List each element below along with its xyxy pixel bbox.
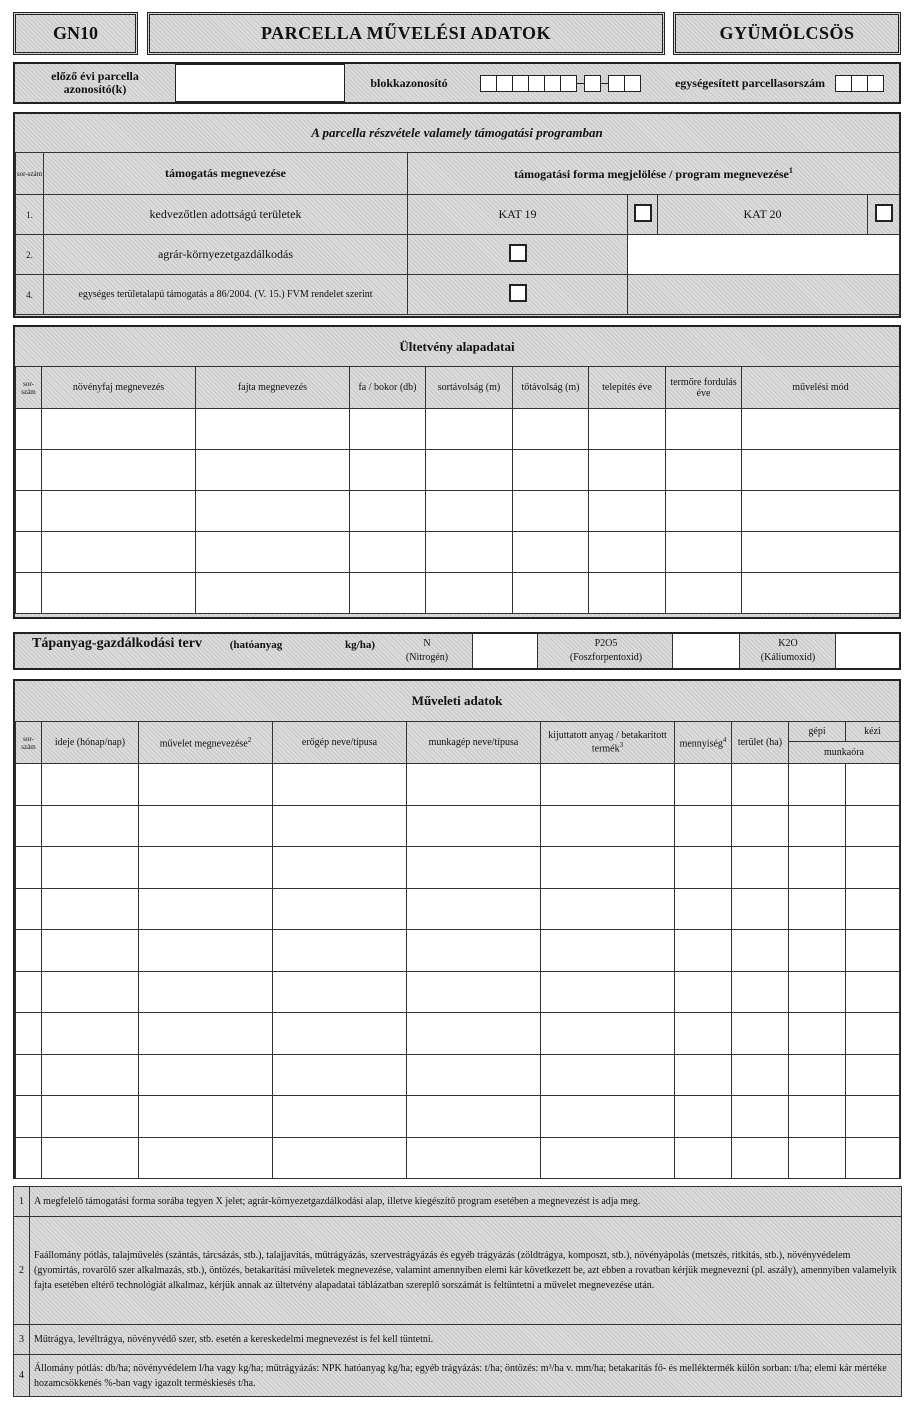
agri-env-program-input[interactable]	[628, 235, 900, 275]
option-kat19-label: KAT 19	[408, 195, 628, 235]
ops-cell[interactable]	[846, 1096, 900, 1138]
ops-row	[16, 1013, 900, 1055]
ops-cell[interactable]	[273, 764, 407, 806]
planting-cell[interactable]	[589, 491, 666, 532]
support-row-no: 2.	[16, 235, 44, 275]
ops-cell[interactable]	[139, 764, 273, 806]
footnote-number: 4	[14, 1355, 30, 1397]
ops-col-no: sor-szám	[16, 722, 42, 764]
nutrient-n-label: N (Nitrogén)	[405, 638, 449, 663]
support-row-no: 4.	[16, 275, 44, 315]
ops-cell[interactable]	[407, 847, 541, 889]
planting-row	[16, 532, 900, 573]
planting-row	[16, 491, 900, 532]
planting-cell[interactable]	[666, 450, 742, 491]
prev-parcel-label: előző évi parcella azonosító(k)	[51, 69, 139, 96]
ops-cell[interactable]	[42, 764, 139, 806]
ops-cell[interactable]	[675, 805, 732, 847]
block-id-label: blokkazonosító	[370, 75, 448, 90]
ops-col-quantity: mennyiség$^4$	[675, 722, 732, 764]
planting-cell[interactable]	[42, 491, 196, 532]
ops-cell[interactable]	[139, 1013, 273, 1055]
ops-cell[interactable]	[407, 971, 541, 1013]
ops-table	[15, 721, 900, 1179]
ops-row	[16, 888, 900, 930]
ops-row	[16, 764, 900, 806]
footnotes	[13, 1186, 902, 1397]
footnote-text: A megfelelő támogatási forma sorába tegyen X jelet; agrár-környezetgazdálkodási alap, illetve kiegészítő program esetében a megnevezést is adja meg.	[30, 1187, 902, 1217]
ops-cell[interactable]	[789, 1013, 846, 1055]
nutrient-title: Tápanyag-gazdálkodási terv	[32, 636, 202, 651]
ops-cell[interactable]	[42, 1013, 139, 1055]
kat19-checkbox[interactable]	[634, 204, 652, 222]
ops-cell[interactable]	[675, 971, 732, 1013]
ops-cell[interactable]	[407, 1013, 541, 1055]
ops-cell[interactable]	[789, 930, 846, 972]
planting-cell[interactable]	[426, 573, 513, 614]
ops-cell[interactable]	[789, 888, 846, 930]
planting-col-method: művelési mód	[742, 367, 900, 409]
form-code: GN10	[13, 12, 138, 55]
ops-cell[interactable]	[846, 930, 900, 972]
ops-cell[interactable]	[273, 847, 407, 889]
ops-col-operation: művelet megnevezése$^2$	[139, 722, 273, 764]
ops-row	[16, 1137, 900, 1179]
planting-row	[16, 409, 900, 450]
ops-cell[interactable]	[541, 1096, 675, 1138]
planting-cell[interactable]	[42, 409, 196, 450]
planting-cell[interactable]	[426, 450, 513, 491]
planting-cell[interactable]	[666, 532, 742, 573]
ops-cell[interactable]	[541, 1054, 675, 1096]
footnote-number: 1	[14, 1187, 30, 1217]
planting-col-variety: fajta megnevezés	[196, 367, 350, 409]
ops-cell[interactable]	[846, 805, 900, 847]
ops-cell[interactable]	[407, 930, 541, 972]
ops-cell[interactable]	[42, 888, 139, 930]
ops-cell[interactable]	[139, 888, 273, 930]
ops-cell[interactable]	[732, 888, 789, 930]
planting-col-row-spacing: sortávolság (m)	[426, 367, 513, 409]
prev-parcel-input[interactable]	[175, 64, 345, 102]
page-title: PARCELLA MŰVELÉSI ADATOK	[147, 12, 665, 55]
ops-cell[interactable]	[846, 1137, 900, 1179]
ops-cell[interactable]	[541, 764, 675, 806]
support-row-no: 1.	[16, 195, 44, 235]
planting-row	[16, 450, 900, 491]
support-col-form: támogatási forma megjelölése / program megnevezése$^1$	[408, 153, 900, 195]
ops-cell[interactable]	[16, 971, 42, 1013]
ops-cell[interactable]	[139, 971, 273, 1013]
planting-cell[interactable]	[16, 491, 42, 532]
ops-cell[interactable]	[139, 805, 273, 847]
planting-cell[interactable]	[666, 409, 742, 450]
support-col-name: támogatás megnevezése	[44, 153, 408, 195]
ops-cell[interactable]	[42, 1137, 139, 1179]
nutrient-n-input[interactable]	[472, 634, 538, 668]
planting-cell[interactable]	[742, 409, 900, 450]
planting-cell[interactable]	[742, 532, 900, 573]
ops-row	[16, 1054, 900, 1096]
footnote-2	[14, 1217, 902, 1325]
planting-cell[interactable]	[513, 532, 589, 573]
support-row-name: agrár-környezetgazdálkodás	[44, 235, 408, 275]
planting-cell[interactable]	[350, 409, 426, 450]
planting-cell[interactable]	[350, 573, 426, 614]
planting-cell[interactable]	[42, 532, 196, 573]
footnote-text: Faállomány pótlás, talajművelés (szántás, tárcsázás, stb.), talajjavítás, műtrágyázás, szervestrágyázás és egyéb trágyázás (zöldtrágya, komposzt, stb.), növényápolás (metszés, ritkítás, stb.), növényvédelem (gyomirtás, rovarölő szer alkalmazás, stb.), öntözés, betakarítási műveletek megnevezése, valamint amennyiben elemi kár következett be, azt ebben a rovatban kérjük megnevezni (pl. aszály), amennyiben valamelyik fajta esetében eltérő technológiát alkalmaz, kérjük annak az ültetvény alapadatai táblázatban szereplő sorszámát is feltüntetni a művelet megnevezése után.	[30, 1217, 902, 1325]
ops-cell[interactable]	[789, 1054, 846, 1096]
planting-cell[interactable]	[196, 491, 350, 532]
ops-cell[interactable]	[732, 1096, 789, 1138]
footnote-text: Műtrágya, levéltrágya, növényvédő szer, stb. esetén a kereskedelmi megnevezést is fel kell tüntetni.	[30, 1325, 902, 1355]
ops-cell[interactable]	[846, 1054, 900, 1096]
ops-col-machine-hours: gépi	[789, 722, 846, 742]
planting-cell[interactable]	[513, 573, 589, 614]
planting-cell[interactable]	[589, 532, 666, 573]
support-row-name: kedvezőtlen adottságú területek	[44, 195, 408, 235]
planting-cell[interactable]	[196, 450, 350, 491]
agri-env-checkbox[interactable]	[509, 244, 527, 262]
ops-cell[interactable]	[789, 805, 846, 847]
block-id-boxes[interactable]	[480, 73, 640, 93]
ops-cell[interactable]	[273, 1054, 407, 1096]
ops-cell[interactable]	[732, 971, 789, 1013]
ops-cell[interactable]	[541, 805, 675, 847]
ops-cell[interactable]	[675, 1096, 732, 1138]
ops-cell[interactable]	[789, 1096, 846, 1138]
support-title: A parcella részvétele valamely támogatási programban	[311, 125, 603, 140]
ops-cell[interactable]	[139, 1096, 273, 1138]
planting-cell[interactable]	[666, 573, 742, 614]
ops-cell[interactable]	[675, 888, 732, 930]
ops-cell[interactable]	[42, 1054, 139, 1096]
ops-cell[interactable]	[407, 888, 541, 930]
unified-boxes[interactable]	[835, 73, 883, 93]
support-row-2	[16, 235, 900, 275]
footnote-number: 3	[14, 1325, 30, 1355]
ops-cell[interactable]	[541, 971, 675, 1013]
ops-col-machine: munkagép neve/típusa	[407, 722, 541, 764]
planting-cell[interactable]	[513, 491, 589, 532]
category-label: GYÜMÖLCSÖS	[673, 12, 901, 55]
nutrient-k-label: K2O (Káliumoxid)	[760, 638, 816, 663]
ops-cell[interactable]	[42, 1096, 139, 1138]
ops-cell[interactable]	[675, 764, 732, 806]
planting-cell[interactable]	[426, 532, 513, 573]
planting-col-plant-year: telepítés éve	[589, 367, 666, 409]
planting-cell[interactable]	[513, 409, 589, 450]
ops-cell[interactable]	[846, 971, 900, 1013]
ops-cell[interactable]	[732, 805, 789, 847]
ops-cell[interactable]	[16, 764, 42, 806]
ops-cell[interactable]	[789, 764, 846, 806]
footnote-1	[14, 1187, 902, 1217]
planting-cell[interactable]	[426, 409, 513, 450]
ops-cell[interactable]	[675, 930, 732, 972]
planting-cell[interactable]	[196, 573, 350, 614]
planting-cell[interactable]	[742, 450, 900, 491]
ops-col-material: kijuttatott anyag / betakarított termék$^3$	[541, 722, 675, 764]
ops-cell[interactable]	[139, 847, 273, 889]
planting-cell[interactable]	[426, 491, 513, 532]
footnote-4	[14, 1355, 902, 1397]
ops-cell[interactable]	[16, 888, 42, 930]
ops-cell[interactable]	[407, 1137, 541, 1179]
planting-table	[15, 366, 900, 614]
ops-cell[interactable]	[16, 1137, 42, 1179]
ops-cell[interactable]	[42, 930, 139, 972]
ops-cell[interactable]	[407, 1096, 541, 1138]
unified-label: egységesített parcellasorszám	[674, 75, 826, 90]
area-based-checkbox[interactable]	[509, 284, 527, 302]
ops-cell[interactable]	[846, 888, 900, 930]
planting-cell[interactable]	[42, 573, 196, 614]
ops-cell[interactable]	[541, 1013, 675, 1055]
planting-cell[interactable]	[350, 532, 426, 573]
planting-cell[interactable]	[742, 573, 900, 614]
ops-cell[interactable]	[732, 847, 789, 889]
planting-title: Ültetvény alapadatai	[399, 339, 515, 354]
nutrient-p-input[interactable]	[672, 634, 740, 668]
ops-cell[interactable]	[273, 1137, 407, 1179]
planting-cell[interactable]	[196, 532, 350, 573]
ops-header-row	[16, 722, 900, 742]
ops-cell[interactable]	[732, 1137, 789, 1179]
ops-col-tractor: erőgép neve/típusa	[273, 722, 407, 764]
planting-cell[interactable]	[589, 450, 666, 491]
ops-cell[interactable]	[675, 847, 732, 889]
ops-cell[interactable]	[16, 805, 42, 847]
ops-cell[interactable]	[139, 1137, 273, 1179]
ops-cell[interactable]	[732, 764, 789, 806]
ops-cell[interactable]	[789, 1137, 846, 1179]
ops-row	[16, 1096, 900, 1138]
ops-cell[interactable]	[675, 1137, 732, 1179]
ops-cell[interactable]	[273, 1013, 407, 1055]
ops-cell[interactable]	[675, 1013, 732, 1055]
footnote-text: Állomány pótlás: db/ha; növényvédelem l/ha vagy kg/ha; műtrágyázás: NPK hatóanyag kg/ha; egyéb trágyázás: t/ha; öntözés: m³/ha v. mm/ha; betakarítás fő- és melléktermék külön sorban: t/ha; elemi kár mértéke hozamcsökkenés %-ban vagy igazolt terméskiesés t/ha.	[30, 1355, 902, 1397]
ops-cell[interactable]	[541, 1137, 675, 1179]
planting-cell[interactable]	[16, 573, 42, 614]
ops-cell[interactable]	[139, 930, 273, 972]
ops-cell[interactable]	[139, 1054, 273, 1096]
planting-cell[interactable]	[16, 450, 42, 491]
support-row-4	[16, 275, 900, 315]
planting-cell[interactable]	[350, 450, 426, 491]
planting-col-trees: fa / bokor (db)	[350, 367, 426, 409]
planting-cell[interactable]	[666, 491, 742, 532]
ops-cell[interactable]	[407, 805, 541, 847]
ops-cell[interactable]	[16, 1054, 42, 1096]
ops-cell[interactable]	[541, 930, 675, 972]
ops-col-manual-hours: kézi	[846, 722, 900, 742]
planting-cell[interactable]	[16, 532, 42, 573]
support-col-no: sor-szám	[16, 153, 44, 195]
ops-cell[interactable]	[789, 847, 846, 889]
ops-col-date: ideje (hónap/nap)	[42, 722, 139, 764]
ops-cell[interactable]	[732, 1013, 789, 1055]
option-kat20-label: KAT 20	[658, 195, 868, 235]
planting-col-no: sor-szám	[16, 367, 42, 409]
ops-col-area: terület (ha)	[732, 722, 789, 764]
ops-cell[interactable]	[273, 1096, 407, 1138]
ops-cell[interactable]	[407, 1054, 541, 1096]
planting-cell[interactable]	[196, 409, 350, 450]
support-row-1	[16, 195, 900, 235]
ops-row	[16, 805, 900, 847]
ops-cell[interactable]	[42, 847, 139, 889]
ops-cell[interactable]	[273, 805, 407, 847]
planting-row	[16, 573, 900, 614]
ops-cell[interactable]	[732, 1054, 789, 1096]
planting-col-bearing-year: termőre fordulás éve	[666, 367, 742, 409]
ops-cell[interactable]	[16, 1013, 42, 1055]
ops-cell[interactable]	[846, 1013, 900, 1055]
ops-row	[16, 847, 900, 889]
footnote-3	[14, 1325, 902, 1355]
ops-cell[interactable]	[273, 930, 407, 972]
footnote-number: 2	[14, 1217, 30, 1325]
ops-cell[interactable]	[16, 1096, 42, 1138]
kat20-checkbox[interactable]	[875, 204, 893, 222]
planting-cell[interactable]	[513, 450, 589, 491]
ops-cell[interactable]	[273, 888, 407, 930]
ops-cell[interactable]	[789, 971, 846, 1013]
ops-cell[interactable]	[846, 847, 900, 889]
planting-cell[interactable]	[589, 573, 666, 614]
ops-cell[interactable]	[16, 847, 42, 889]
planting-cell[interactable]	[350, 491, 426, 532]
planting-header-row	[16, 367, 900, 409]
planting-cell[interactable]	[589, 409, 666, 450]
ops-cell[interactable]	[42, 805, 139, 847]
ops-row	[16, 930, 900, 972]
nutrient-p-label: P2O5 (Foszforpentoxid)	[569, 638, 643, 663]
planting-col-plant-spacing: tőtávolság (m)	[513, 367, 589, 409]
support-table	[15, 152, 900, 315]
ops-cell[interactable]	[675, 1054, 732, 1096]
ops-row	[16, 971, 900, 1013]
planting-col-species: növényfaj megnevezés	[42, 367, 196, 409]
ops-cell[interactable]	[541, 847, 675, 889]
planting-cell[interactable]	[42, 450, 196, 491]
planting-cell[interactable]	[16, 409, 42, 450]
planting-cell[interactable]	[742, 491, 900, 532]
ops-title: Műveleti adatok	[411, 693, 503, 708]
ops-cell[interactable]	[846, 764, 900, 806]
ops-cell[interactable]	[273, 971, 407, 1013]
ops-cell[interactable]	[407, 764, 541, 806]
support-row-name: egységes területalapú támogatás a 86/2004. (V. 15.) FVM rendelet szerint	[44, 275, 408, 315]
ops-cell[interactable]	[42, 971, 139, 1013]
nutrient-k-input[interactable]	[835, 634, 899, 668]
ops-col-work-hours: munkaóra	[789, 742, 900, 764]
nutrient-unit: (hatóanyag kg/ha)	[229, 639, 375, 651]
ops-cell[interactable]	[732, 930, 789, 972]
ops-cell[interactable]	[16, 930, 42, 972]
ops-cell[interactable]	[541, 888, 675, 930]
